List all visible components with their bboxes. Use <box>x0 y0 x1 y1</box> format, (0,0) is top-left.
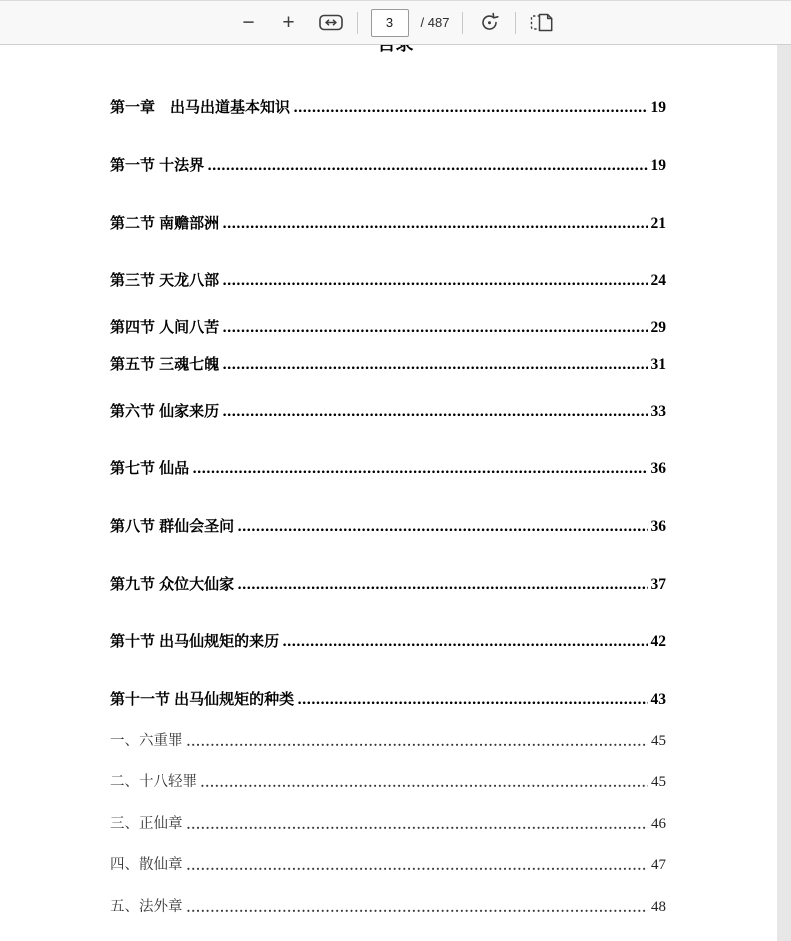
toc-entry-page: 36 <box>650 460 666 478</box>
toc-entry[interactable] <box>110 857 666 874</box>
dot-leader <box>294 109 647 113</box>
toc-entry-page: 43 <box>650 691 666 709</box>
toc-entry[interactable] <box>110 99 666 116</box>
dot-leader <box>187 867 649 871</box>
toolbar-divider <box>515 12 516 34</box>
fit-to-width-icon <box>319 14 343 31</box>
toc-entry-page: 36 <box>650 518 666 536</box>
toolbar-divider <box>357 12 358 34</box>
toc-entry[interactable] <box>110 356 666 373</box>
toc-entry-page: 29 <box>650 319 666 337</box>
toc-entry-page: 45 <box>651 733 666 750</box>
toc-entry-label: 第七节 仙品 <box>110 460 190 477</box>
toc-entry-label: 一、六重罪 <box>110 733 183 749</box>
toc-entry[interactable] <box>110 319 666 336</box>
rotate-button[interactable] <box>476 7 502 39</box>
toc-entry[interactable] <box>110 460 666 477</box>
toc-entry-label: 第九节 众位大仙家 <box>110 576 235 593</box>
toc-entry[interactable] <box>110 215 666 232</box>
dot-leader <box>238 586 647 590</box>
dot-leader <box>238 528 647 532</box>
toc-entry[interactable] <box>110 403 666 420</box>
toc-entry-page: 31 <box>650 356 666 374</box>
dot-leader <box>187 826 649 830</box>
toc-entry[interactable] <box>110 157 666 174</box>
page-view-icon <box>530 13 554 32</box>
toc-entry-page: 33 <box>650 403 666 421</box>
page-count-label: / 487 <box>420 15 450 30</box>
toc-entry[interactable] <box>110 518 666 535</box>
dot-leader <box>298 701 647 705</box>
toc-entry[interactable] <box>110 774 666 791</box>
dot-leader <box>223 282 647 286</box>
toolbar-divider <box>462 12 463 34</box>
toc-entry[interactable] <box>110 576 666 593</box>
page-view-button[interactable] <box>529 7 555 39</box>
minus-icon: − <box>242 11 255 34</box>
toc-entry-page: 48 <box>651 899 666 916</box>
zoom-out-button[interactable] <box>236 7 262 39</box>
dot-leader <box>193 470 647 474</box>
zoom-in-button[interactable] <box>276 7 302 39</box>
dot-leader <box>223 413 647 417</box>
toc-entry-label: 第一章 出马出道基本知识 <box>110 99 291 116</box>
dot-leader <box>187 743 649 747</box>
toc-entry-page: 19 <box>650 99 666 117</box>
dot-leader <box>283 643 647 647</box>
toc-entry-page: 45 <box>651 774 666 791</box>
toc-entry-page: 24 <box>650 272 666 290</box>
dot-leader <box>187 909 649 913</box>
toc-entry-label: 第四节 人间八苦 <box>110 319 220 336</box>
toc-entry-label: 三、正仙章 <box>110 816 183 832</box>
toc-entry-label: 第六节 仙家来历 <box>110 403 220 420</box>
page-number-input[interactable] <box>371 9 409 37</box>
dot-leader <box>223 225 647 229</box>
fit-to-width-button[interactable] <box>318 7 344 39</box>
toc-entry-label: 五、法外章 <box>110 899 183 915</box>
toc-entry-page: 47 <box>651 857 666 874</box>
toc-entry-label: 第一节 十法界 <box>110 157 205 174</box>
rotate-icon <box>478 11 501 34</box>
toc-entry-page: 46 <box>651 816 666 833</box>
dot-leader <box>201 784 648 788</box>
toc-entry-label: 四、散仙章 <box>110 857 183 873</box>
toc-entry-label: 第十节 出马仙规矩的来历 <box>110 633 280 650</box>
plus-icon: + <box>282 11 295 34</box>
toc-entry[interactable] <box>110 816 666 833</box>
toc-entry-page: 37 <box>650 576 666 594</box>
toc-entry-page: 21 <box>650 215 666 233</box>
toc-entry-label: 第二节 南赡部洲 <box>110 215 220 232</box>
toc-entry[interactable] <box>110 691 666 708</box>
toc-entry[interactable] <box>110 633 666 650</box>
toc-entry[interactable] <box>110 899 666 916</box>
dot-leader <box>223 366 647 370</box>
toc-entry-page: 42 <box>650 633 666 651</box>
dot-leader <box>208 167 647 171</box>
pdf-toolbar <box>0 0 791 45</box>
toc-entry-label: 二、十八轻罪 <box>110 774 197 790</box>
toc-entry-label: 第五节 三魂七魄 <box>110 356 220 373</box>
dot-leader <box>223 329 647 333</box>
toc-entry-label: 第三节 天龙八部 <box>110 272 220 289</box>
toc-entry-label: 第八节 群仙会圣问 <box>110 518 235 535</box>
toc-entry-label: 第十一节 出马仙规矩的种类 <box>110 691 295 708</box>
scrollbar[interactable] <box>777 45 791 941</box>
toc-entry[interactable] <box>110 733 666 750</box>
toc-entry[interactable] <box>110 272 666 289</box>
toc-entry-page: 19 <box>650 157 666 175</box>
